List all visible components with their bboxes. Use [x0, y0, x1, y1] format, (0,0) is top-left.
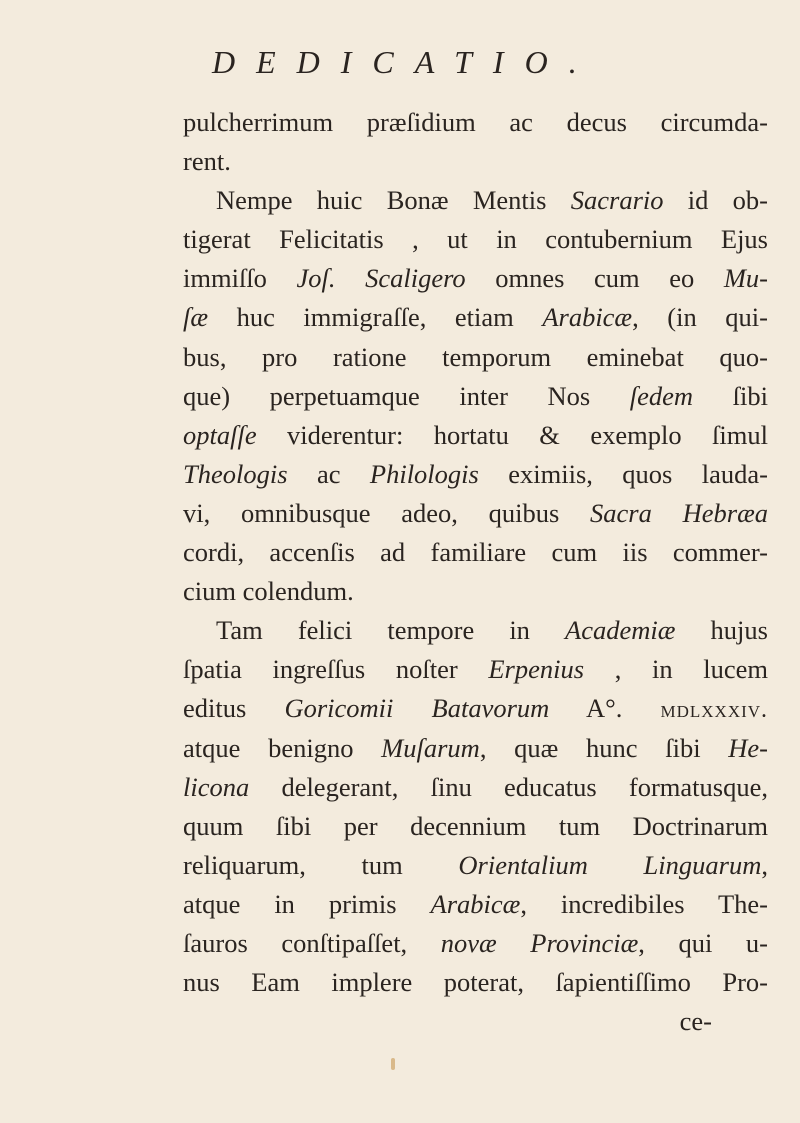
text-segment: Nempe huic Bonæ Mentis: [216, 185, 571, 216]
text-segment: quum ſibi per decennium tum Doctrinarum: [183, 810, 768, 841]
text-line: [183, 181, 768, 220]
text-line: [183, 689, 768, 728]
text-segment: , quæ hunc ſibi: [479, 732, 729, 763]
text-segment: A°.: [549, 693, 661, 724]
text-segment: ,: [761, 849, 768, 880]
italic-text: ſedem: [629, 380, 694, 411]
text-line: [183, 142, 768, 181]
text-segment: eximiis, quos lauda-: [478, 458, 768, 489]
text-segment: que) perpetuamque inter Nos: [183, 380, 630, 411]
text-segment: immiſſo: [183, 263, 297, 294]
text-segment: pulcherrimum præſidium ac decus circumda-: [183, 107, 768, 137]
text-line: [183, 259, 768, 298]
text-segment: rent.: [183, 146, 231, 177]
text-segment: ac: [287, 458, 370, 489]
text-segment: , in lucem: [584, 654, 768, 685]
text-segment: atque benigno: [183, 732, 382, 763]
italic-text: Mu-: [723, 263, 769, 294]
text-line: [183, 533, 768, 572]
text-line: [183, 729, 768, 768]
text-segment: , qui u-: [638, 927, 768, 958]
text-line: [183, 220, 768, 259]
italic-text: Sacra Hebræa: [590, 497, 768, 528]
text-line: [183, 846, 768, 885]
text-line: [183, 768, 768, 807]
text-line: [183, 455, 768, 494]
text-segment: editus: [183, 693, 285, 724]
italic-text: novæ Provinciæ: [440, 927, 639, 958]
text-segment: ſpatia ingreſſus noſter: [183, 654, 489, 685]
italic-text: He-: [728, 732, 768, 763]
text-segment: , incredibiles The-: [520, 888, 768, 919]
italic-text: optaſſe: [183, 419, 257, 450]
text-line: [183, 650, 768, 689]
text-segment: tigerat Felicitatis , ut in contubernium Ejus: [183, 224, 768, 255]
text-line: [183, 611, 768, 650]
text-segment: bus, pro ratione temporum eminebat quo-: [183, 341, 768, 372]
italic-text: ſæ: [183, 302, 209, 333]
italic-text: Arabicæ: [430, 888, 521, 919]
text-segment: omnes cum eo: [465, 263, 724, 294]
text-line: [183, 924, 768, 963]
text-segment: ſauros conſtipaſſet,: [183, 927, 441, 958]
italic-text: Sacrario: [570, 185, 664, 216]
page-body-text: [183, 103, 768, 1041]
text-line: [183, 298, 768, 337]
text-segment: mdlxxxiv.: [660, 697, 768, 724]
text-line: [183, 377, 768, 416]
italic-text: Academiæ: [565, 615, 676, 646]
italic-text: Muſarum: [381, 732, 480, 763]
text-line: [183, 963, 768, 1002]
page-header-title: DEDICATIO.: [212, 44, 598, 80]
text-segment: cium colendum.: [183, 576, 354, 607]
italic-text: Goricomii Batavorum: [284, 693, 550, 724]
italic-text: Arabicæ: [542, 302, 633, 333]
text-segment: cordi, accenſis ad familiare cum iis commer-: [183, 537, 768, 568]
italic-text: licona: [183, 771, 250, 802]
text-line: [183, 103, 768, 142]
text-line: [183, 807, 768, 846]
text-segment: Tam felici tempore in: [216, 615, 566, 646]
italic-text: Theologis: [183, 458, 288, 489]
text-segment: , (in qui-: [632, 302, 768, 333]
catchword: [183, 1002, 768, 1041]
italic-text: Joſ. Scaligero: [296, 263, 466, 294]
text-segment: huc immigraſſe, etiam: [208, 302, 543, 333]
italic-text: Philologis: [369, 458, 479, 489]
text-line: [183, 885, 768, 924]
text-segment: ſibi: [693, 380, 769, 411]
text-segment: atque in primis: [183, 888, 431, 919]
text-segment: viderentur: hortatu & exemplo ſimul: [256, 419, 768, 450]
text-line: [183, 572, 768, 611]
text-segment: reliquarum, tum: [183, 849, 459, 880]
text-segment: hujus: [675, 615, 768, 646]
text-segment: vi, omnibusque adeo, quibus: [183, 497, 591, 528]
text-segment: ce-: [679, 1006, 712, 1037]
italic-text: Erpenius: [488, 654, 585, 685]
text-segment: delegerant, ſinu educatus formatusque,: [249, 771, 768, 802]
text-line: [183, 494, 768, 533]
text-line: [183, 416, 768, 455]
text-segment: nus Eam implere poterat, ſapientiſſimo Pro-: [183, 967, 768, 998]
paper-blemish: [391, 1058, 395, 1070]
text-segment: id ob-: [663, 185, 768, 216]
text-line: [183, 338, 768, 377]
italic-text: Orientalium Linguarum: [458, 849, 762, 880]
